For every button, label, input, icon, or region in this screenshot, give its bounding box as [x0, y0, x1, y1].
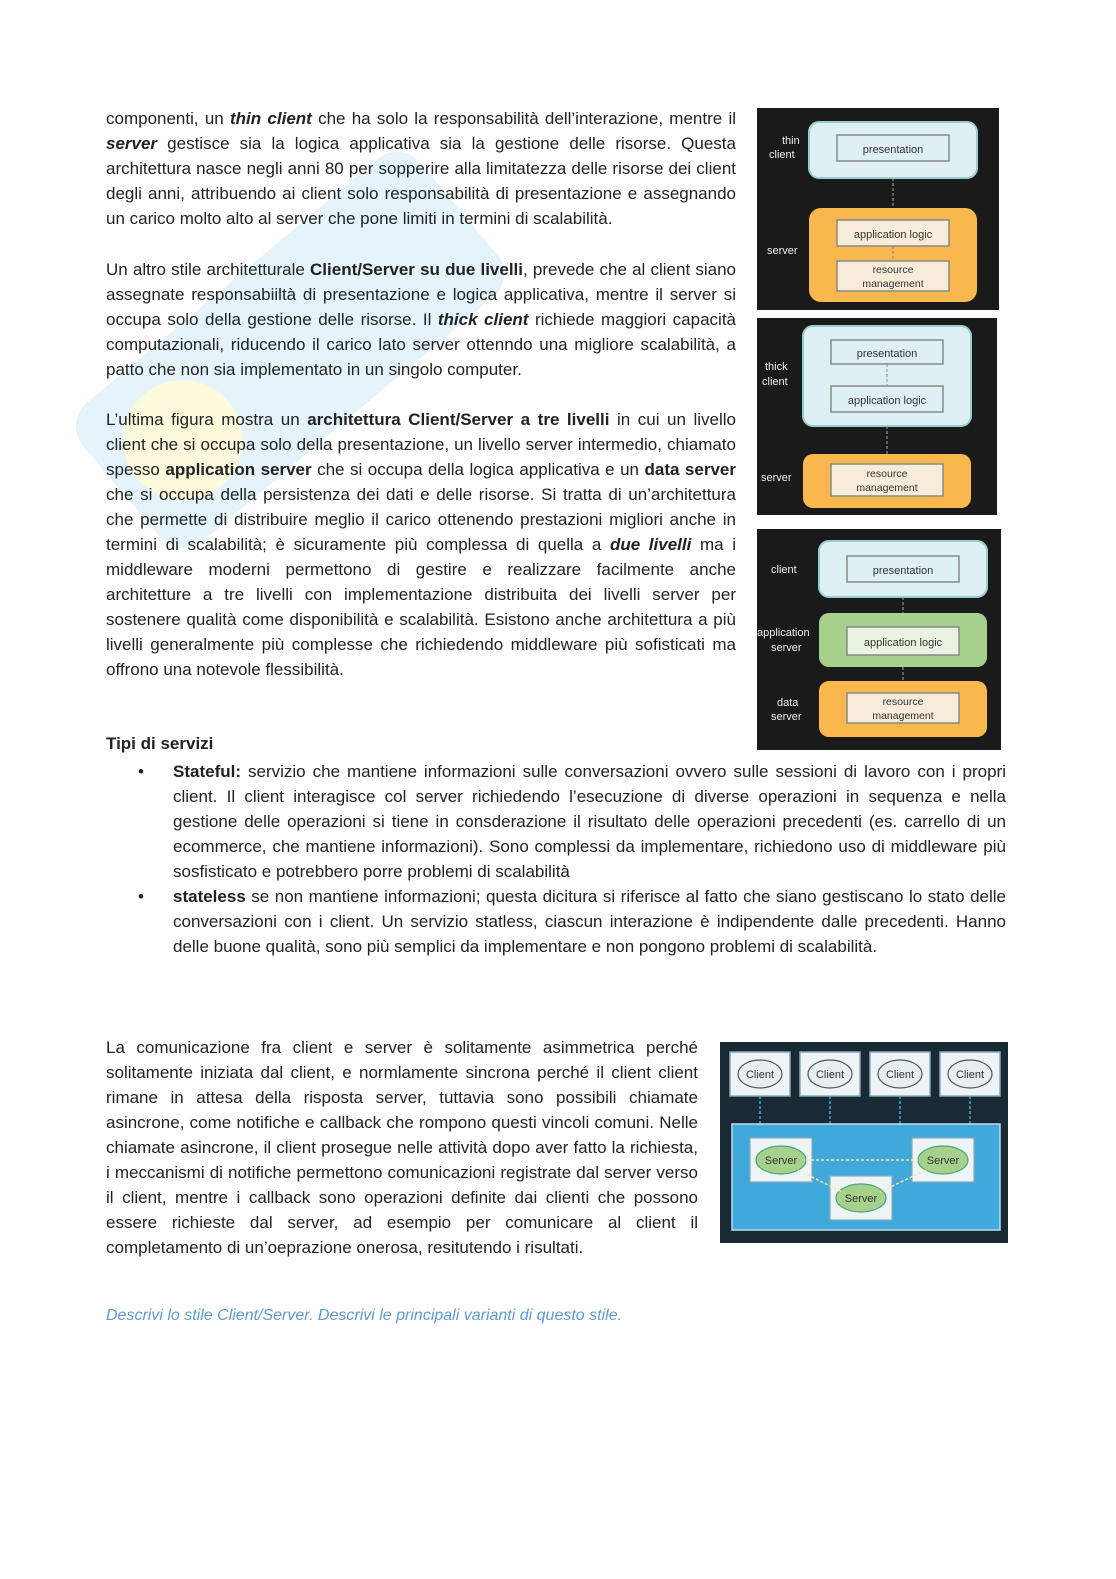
box-resource: resource	[866, 468, 908, 480]
box-application-logic: application logic	[863, 637, 943, 649]
box-presentation: presentation	[872, 565, 934, 577]
client-label-4: Client	[955, 1069, 985, 1081]
tier-label-server: server	[761, 472, 792, 484]
bullet-icon: •	[138, 762, 144, 781]
box-management: management	[872, 710, 934, 722]
tier-label-data-server: server	[771, 711, 802, 723]
tier-label-data: data	[777, 697, 799, 709]
client-label-2: Client	[815, 1069, 845, 1081]
figure-three-tier	[757, 529, 1001, 750]
list-item-stateful: • Stateful: servizio che mantiene informazioni sulle conversazioni ovvero sulle sessioni di lavoro con i propri client. Il client interagisce col server richiedendo l’esecuzione di diverse operazioni in sequenza e nella gestione delle operazioni si tiene in consderazione il risultato delle operazioni precedenti (es. carrello di un ecommerce, che mantiene informazioni). Sono complessi da implementare, richiedono uso di middleware più sosfisticato e potrebbero porre problemi di scalabilità	[140, 759, 1006, 884]
services-list	[140, 759, 1006, 959]
tier-label-application: application	[757, 627, 810, 639]
section-heading-tipi-di-servizi: Tipi di servizi	[106, 734, 214, 753]
tier-label-thick: thick	[765, 361, 788, 373]
client-label-1: Client	[745, 1069, 775, 1081]
box-management: management	[862, 278, 924, 290]
box-resource: resource	[882, 696, 924, 708]
box-resource: resource	[872, 264, 914, 276]
tier-label-thin: thin	[782, 135, 800, 147]
figure-thick-client	[757, 318, 997, 515]
server-label-3: Server	[844, 1193, 878, 1205]
tier-label-client: client	[769, 149, 795, 161]
box-application-logic: application logic	[847, 395, 927, 407]
bullet-icon: •	[138, 887, 144, 906]
list-item-stateless: • stateless se non mantiene informazioni; questa dicitura si riferisce al fatto che siano gestiscano lo stato delle conversazioni con i client. Un servizio statless, ciascun interazione è indipendente dalle precedenti. Hanno delle buone qualità, sono più semplici da implementare e non pongono problemi di scalabilità.	[140, 884, 1006, 959]
box-management: management	[856, 482, 918, 494]
client-label-3: Client	[885, 1069, 915, 1081]
paragraph-communication: La comunicazione fra client e server è solitamente asimmetrica perché solitamente iniziata dal client, e normlamente sincrona perché il client client rimane in attesa della risposta server, tuttavia sono possibili chiamate asincrone, come notifiche e callback che rompono questi vincoli comuni. Nelle chiamate asincrone, il client prosegue nelle attività dopo aver fatto la richiesta, i meccanismi di notifiche permettono comunicazioni registrate dal server verso il client, mentre i callback sono operazioni definite dai clienti che possono essere richieste dal server, ad esempio per comunicare al client il completamento di un’oeprazione onerosa, resitutendo i risultati.	[106, 1038, 698, 1257]
paragraph-two-tier: Un altro stile architetturale Client/Server su due livelli, prevede che al client siano assegnate responsabiiltà di presentazione e logica applicativa, mentre il server si occupa solo della gestione delle risorse. Il thick client richiede maggiori capacità computazionali, riducendo il carico lato server ottenndo una migliore scalabilità, a patto che non sia implementato in un singolo computer.	[106, 260, 737, 379]
figure-thin-client	[757, 108, 999, 310]
tier-label-server: server	[771, 642, 802, 654]
paragraph-thin-client: componenti, un thin client che ha solo la responsabilità dell’interazione, mentre il server gestisce sia la logica applicativa sia la gestione delle risorse. Questa architettura nasce negli anni 80 per sopperire alla limitatezza delle risorse dei client degli anni, attribuendo ai client solo responsabilità di presentazione e assegnando un carico molto alto al server che pone limiti in termini di scalabilità.	[106, 109, 737, 228]
figure-client-server-cluster	[720, 1042, 1008, 1243]
tier-label-client: client	[771, 564, 797, 576]
server-label-1: Server	[764, 1155, 798, 1167]
tier-label-client: client	[762, 376, 788, 388]
box-presentation: presentation	[856, 348, 918, 360]
box-application-logic: application logic	[853, 229, 933, 241]
server-label-2: Server	[926, 1155, 960, 1167]
box-presentation: presentation	[862, 144, 924, 156]
tier-label-server: server	[767, 245, 798, 257]
review-question: Descrivi lo stile Client/Server. Descrivi le principali varianti di questo stile.	[106, 1307, 623, 1324]
paragraph-three-tier: L’ultima figura mostra un architettura Client/Server a tre livelli in cui un livello client che si occupa solo della presentazione, un livello server intermedio, chiamato spesso application server che si occupa della logica applicativa e un data server che si occupa della persistenza dei dati e delle risorse. Si tratta di un’architettura che permette di distribuire meglio il carico ottenendo prestazioni migliori anche in termini di scalabilità; è sicuramente più complessa di quella a due livelli ma i middleware moderni permettono di gestire e realizzare facilmente anche architetture a tre livelli con implementazione distribuita dei livelli server per sostenere qualità come disponibilità e scalabilità. Esistono anche architettura a più livelli generalmente più complesse che richiedendo middleware più sofisticati ma offrono una notevole flessibilità.	[106, 410, 737, 679]
